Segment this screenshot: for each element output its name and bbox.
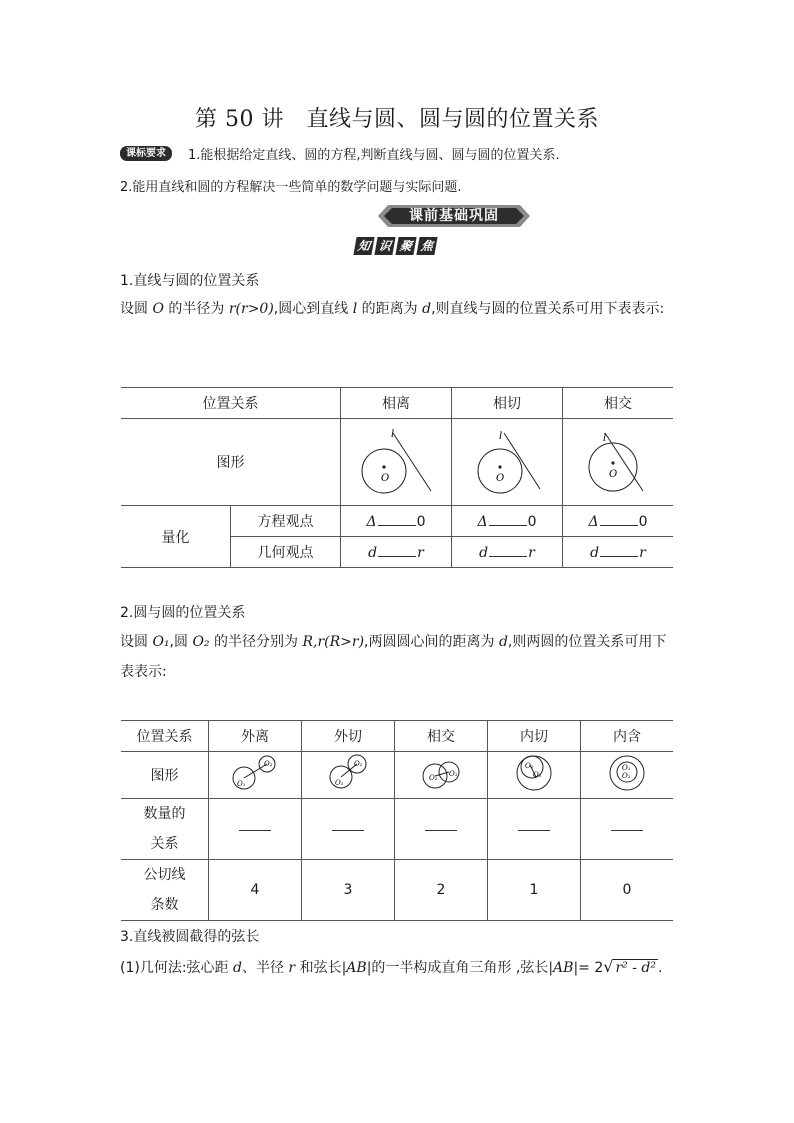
table-header: 相交 bbox=[395, 721, 488, 752]
table-header: 相离 bbox=[341, 388, 452, 419]
svg-text:O₁: O₁ bbox=[533, 771, 542, 779]
chord-length-formula: (1)几何法:弦心距 d、半径 r 和弦长|AB|的一半构成直角三角形 ,弦长|AB|= 2√ r² - d² . bbox=[120, 957, 663, 976]
table-header: 位置关系 bbox=[121, 721, 209, 752]
figure-intersect bbox=[395, 752, 488, 799]
table-header: 内切 bbox=[488, 721, 581, 752]
svg-text:O₁: O₁ bbox=[335, 779, 344, 787]
tag-char: 识 bbox=[374, 237, 395, 255]
figure-tangent bbox=[452, 419, 563, 506]
common-tangent-label: 公切线 条数 bbox=[121, 860, 209, 921]
geometry-cell: d r bbox=[563, 537, 674, 568]
page-title: 第 50 讲 直线与圆、圆与圆的位置关系 bbox=[195, 107, 599, 132]
section-2-paragraph: 设圆 O₁,圆 O₂ 的半径分别为 R,r(R>r),两圆圆心间的距离为 d,则两圆的位置关系可用下表表示: bbox=[120, 634, 667, 680]
svg-text:l: l bbox=[603, 433, 607, 444]
requirement-1: 1.能根据给定直线、圆的方程,判断直线与圆、圆与圆的位置关系. bbox=[188, 148, 560, 163]
svg-text:l: l bbox=[499, 431, 503, 442]
figure-label: 图形 bbox=[121, 752, 209, 799]
section-2-heading: 2.圆与圆的位置关系 bbox=[120, 605, 246, 621]
section-1-heading: 1.直线与圆的位置关系 bbox=[120, 273, 260, 289]
svg-text:O₂: O₂ bbox=[264, 760, 273, 768]
svg-text:O: O bbox=[496, 473, 505, 484]
blank-answer bbox=[302, 799, 395, 860]
table-header: 外切 bbox=[302, 721, 395, 752]
svg-text:O₂: O₂ bbox=[354, 760, 363, 768]
requirement-2: 2.能用直线和圆的方程解决一些简单的数学问题与实际问题. bbox=[120, 180, 462, 195]
figure-external-tangent bbox=[302, 752, 395, 799]
section-banner-title: 课前基础巩固 bbox=[409, 208, 499, 224]
svg-text:l: l bbox=[391, 429, 395, 440]
tangent-count: 2 bbox=[395, 860, 488, 921]
figure-separate bbox=[341, 419, 452, 506]
figure-internal-tangent bbox=[488, 752, 581, 799]
figure-contained bbox=[581, 752, 674, 799]
tag-char: 知 bbox=[353, 237, 374, 255]
svg-text:O₂: O₂ bbox=[429, 774, 438, 782]
blank-answer bbox=[209, 799, 302, 860]
knowledge-focus-tags bbox=[355, 237, 436, 259]
svg-text:O₁: O₁ bbox=[449, 770, 458, 778]
tangent-count: 3 bbox=[302, 860, 395, 921]
table-header: 相交 bbox=[563, 388, 674, 419]
geometry-cell: d r bbox=[341, 537, 452, 568]
tag-char: 焦 bbox=[416, 237, 437, 255]
figure-external-separate bbox=[209, 752, 302, 799]
quantify-label: 量化 bbox=[121, 506, 231, 568]
blank-answer bbox=[581, 799, 674, 860]
geometry-cell: d r bbox=[452, 537, 563, 568]
figure-label: 图形 bbox=[121, 419, 341, 506]
curriculum-badge: 课标要求 bbox=[120, 146, 172, 161]
blank-answer bbox=[488, 799, 581, 860]
equation-cell: Δ 0 bbox=[563, 506, 674, 537]
tangent-count: 1 bbox=[488, 860, 581, 921]
svg-text:O₁: O₁ bbox=[237, 780, 246, 788]
tangent-count: 0 bbox=[581, 860, 674, 921]
tag-char: 聚 bbox=[395, 237, 416, 255]
table-header: 位置关系 bbox=[121, 388, 341, 419]
quantity-relation-label: 数量的 关系 bbox=[121, 799, 209, 860]
table-header: 相切 bbox=[452, 388, 563, 419]
figure-intersect bbox=[563, 419, 674, 506]
svg-text:O₁: O₁ bbox=[622, 764, 631, 772]
blank-answer bbox=[395, 799, 488, 860]
table-header: 内含 bbox=[581, 721, 674, 752]
geometry-view-label: 几何观点 bbox=[231, 537, 341, 568]
equation-cell: Δ 0 bbox=[452, 506, 563, 537]
table-header: 外离 bbox=[209, 721, 302, 752]
line-circle-table bbox=[121, 387, 673, 568]
svg-text:O₂: O₂ bbox=[622, 772, 631, 780]
svg-text:O₂: O₂ bbox=[525, 762, 534, 770]
circle-circle-table bbox=[121, 720, 673, 921]
svg-text:O: O bbox=[609, 469, 618, 480]
section-3-heading: 3.直线被圆截得的弦长 bbox=[120, 929, 260, 945]
section-1-paragraph: 设圆 O 的半径为 r(r>0),圆心到直线 l 的距离为 d,则直线与圆的位置关系可用下表表示: bbox=[120, 301, 665, 317]
equation-view-label: 方程观点 bbox=[231, 506, 341, 537]
tangent-count: 4 bbox=[209, 860, 302, 921]
svg-text:O: O bbox=[381, 473, 390, 484]
equation-cell: Δ 0 bbox=[341, 506, 452, 537]
